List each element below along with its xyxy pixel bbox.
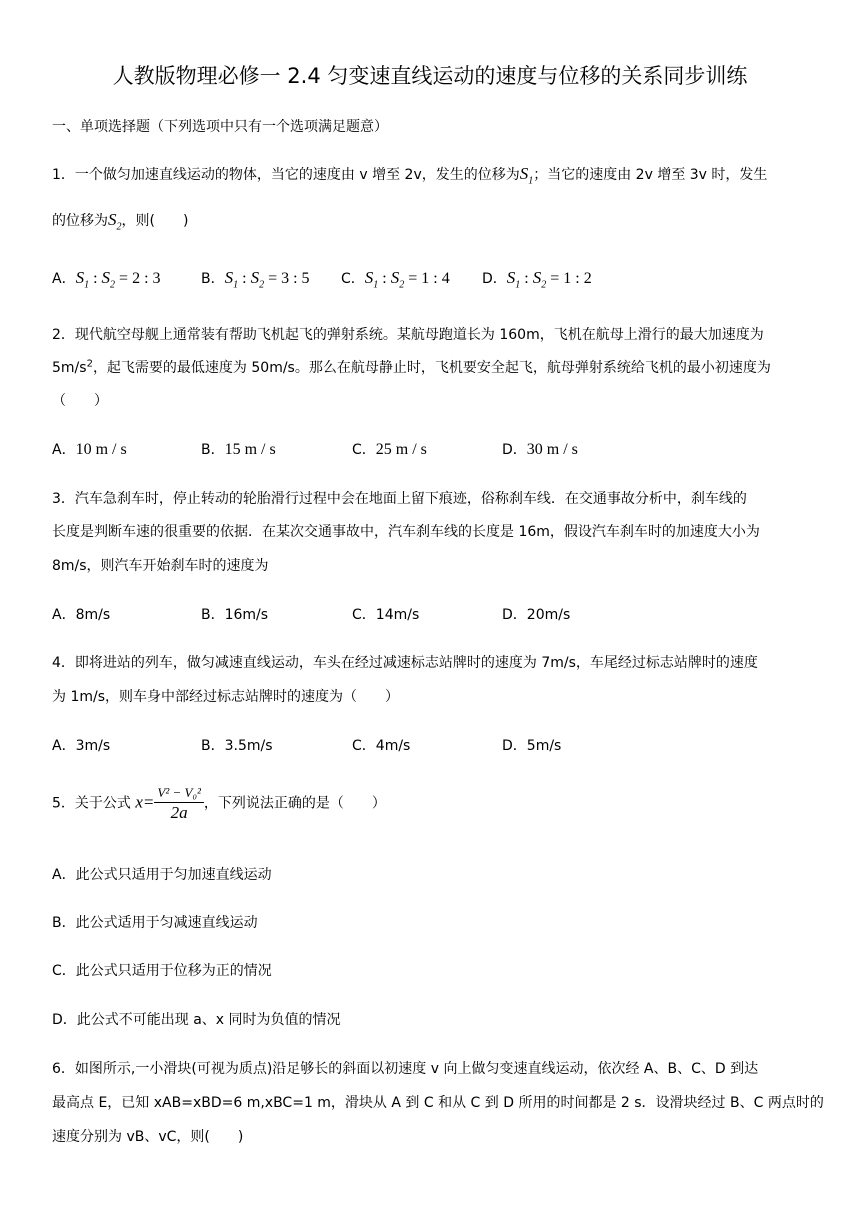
q1-option-d[interactable]: D．$S_1$ : $S_2 = 1$ : 2 [482, 268, 592, 291]
q1-text-b: ；当它的速度由 2v 增至 3v 时，发生 [533, 167, 768, 183]
q3-option-c[interactable]: C．14m/s [352, 607, 420, 623]
q3-option-d[interactable]: D．20m/s [502, 607, 571, 623]
q1-option-a[interactable]: A．$S_1$ : $S_2 = 2$ : 3 [52, 268, 161, 291]
section-heading: 一、单项选择题（下列选项中只有一个选项满足题意） [52, 119, 388, 135]
q5-option-d[interactable]: D．此公式不可能出现 a、x 同时为负值的情况 [52, 1012, 341, 1028]
q4-option-a[interactable]: A．3m/s [52, 738, 111, 754]
question-1-line-2 [52, 210, 188, 232]
question-2-line-3: （ ） [52, 393, 108, 409]
question-2-line-2: $5m/s^2$，起飞需要的最低速度为 50m/s。那么在航母静止时，飞机要安全起飞，航母弹射系统给飞机的最小初速度为 [52, 358, 771, 376]
page-title: 人教版物理必修一 2.4 匀变速直线运动的速度与位移的关系同步训练 [112, 64, 748, 88]
question-5-stem: 5．关于公式 x= $\frac{\text{V² − V₀²}}{2a}$ ，下列说法正确的是（ ） [52, 785, 386, 822]
q1-option-c[interactable]: C．$S_1$ : $S_2 = 1$ : 4 [341, 268, 450, 291]
q2-option-c[interactable]: C．25 m / s [352, 441, 427, 458]
question-3-line-2: 长度是判断车速的很重要的依据．在某次交通事故中，汽车刹车线的长度是 16m，假设汽车刹车时的加速度大小为 [52, 524, 760, 540]
q5-option-a[interactable]: A．此公式只适用于匀加速直线运动 [52, 867, 272, 883]
question-3-line-3: 8m/s，则汽车开始刹车时的速度为 [52, 558, 269, 574]
q1-var-s1: $S_1$ [519, 164, 534, 187]
q2-option-d[interactable]: D．30 m / s [502, 441, 578, 458]
question-2-line-1: 2．现代航空母舰上通常装有帮助飞机起飞的弹射系统。某航母跑道长为 160m，飞机在航母上滑行的最大加速度为 [52, 327, 764, 343]
q4-option-b[interactable]: B．3.5m/s [201, 738, 273, 754]
q1-var-s2: $S_2$ [108, 210, 122, 233]
question-6-line-2: 最高点 E，已知 xAB=xBD=6 m,xBC=1 m，滑块从 A 到 C 和从 C 到 D 所用的时间都是 2 s．设滑块经过 B、C 两点时的 [52, 1095, 824, 1111]
question-4-line-2: 为 1m/s，则车身中部经过标志站牌时的速度为（ ） [52, 689, 400, 705]
question-4-line-1: 4．即将进站的列车，做匀减速直线运动，车头在经过减速标志站牌时的速度为 7m/s，车尾经过标志站牌时的速度 [52, 655, 758, 671]
q5-formula-fraction: $\frac{\text{V² − V₀²}}{2a}$ [154, 784, 203, 823]
q5-option-c[interactable]: C．此公式只适用于位移为正的情况 [52, 963, 272, 979]
q1-text-c: 的位移为 [52, 213, 108, 229]
question-6-line-3: 速度分别为 vB、vC，则( ) [52, 1129, 244, 1145]
q2-option-a[interactable]: A．10 m / s [52, 441, 127, 458]
q2-option-b[interactable]: B．15 m / s [201, 441, 276, 458]
question-1-line-1 [52, 164, 767, 186]
q5-formula-lhs: x= [135, 792, 155, 812]
q4-option-c[interactable]: C．4m/s [352, 738, 411, 754]
q5-option-b[interactable]: B．此公式适用于匀减速直线运动 [52, 915, 258, 931]
q1-option-b[interactable]: B．$S_1$ : $S_2 = 3$ : 5 [201, 268, 310, 291]
question-6-line-1: 6．如图所示,一小滑块(可视为质点)沿足够长的斜面以初速度 v 向上做匀变速直线运动，依次经 A、B、C、D 到达 [52, 1061, 759, 1077]
q4-option-d[interactable]: D．5m/s [502, 738, 562, 754]
q1-text-d: ，则( ) [121, 213, 189, 229]
q3-option-a[interactable]: A．8m/s [52, 607, 111, 623]
question-3-line-1: 3．汽车急刹车时，停止转动的轮胎滑行过程中会在地面上留下痕迹，俗称刹车线．在交通事故分析中，刹车线的 [52, 491, 747, 507]
q3-option-b[interactable]: B．16m/s [201, 607, 269, 623]
q1-text-a: 1．一个做匀加速直线运动的物体，当它的速度由 v 增至 2v，发生的位移为 [52, 167, 520, 183]
